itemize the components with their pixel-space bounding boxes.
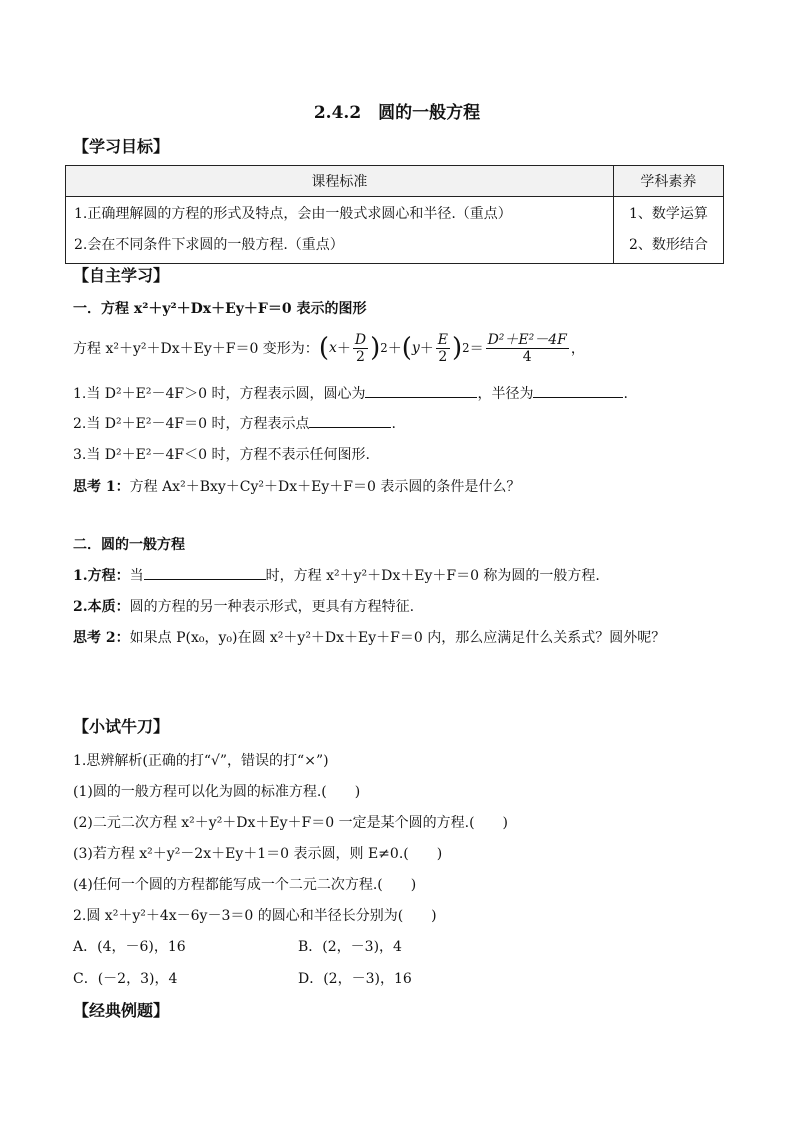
practice-q1-item-4: (4)任何一个圆的方程都能写成一个二元二次方程.( ) — [73, 877, 417, 893]
section-goals: 【学习目标】 — [73, 137, 170, 156]
goals-table-body — [66, 197, 724, 264]
blank-radius[interactable] — [533, 383, 623, 398]
item-3: 3.当 D²＋E²－4F＜0 时，方程不表示任何图形. — [73, 447, 370, 463]
item-2: 2.当 D²＋E²－4F＝0 时，方程表示点 . — [73, 413, 396, 433]
section-self-study: 【自主学习】 — [73, 266, 170, 285]
option-d: D．(2，－3)，16 — [298, 971, 412, 987]
option-c: C．(－2，3)，4 — [73, 971, 178, 987]
think-2: 思考 2：如果点 P(x₀，y₀)在圆 x²＋y²＋Dx＋Ey＋F＝0 内，那么应满足什么关系式？圆外呢？ — [73, 630, 666, 646]
header-curriculum: 课程标准 — [66, 166, 614, 197]
blank-center[interactable] — [365, 383, 477, 398]
literacy-1: 1、数学运算 — [628, 206, 708, 222]
fraction-d-half: $\frac{D}{2}$ — [354, 331, 367, 365]
option-a: A．(4，－6)，16 — [73, 939, 186, 955]
option-b: B．(2，－3)，4 — [298, 939, 402, 955]
part2-heading: 二．圆的一般方程 — [73, 537, 185, 553]
fraction-rhs: $\frac{\text{D²＋E²－4F}}{4}$ — [487, 331, 567, 365]
goals-table-header — [66, 166, 724, 197]
definition-line: 1.方程：当 时，方程 x²＋y²＋Dx＋Ey＋F＝0 称为圆的一般方程. — [73, 565, 600, 585]
section-examples: 【经典例题】 — [73, 1001, 170, 1020]
goals-table — [65, 165, 724, 264]
literacy-2: 2、数形结合 — [628, 237, 708, 253]
page-title: 2.4.2 圆的一般方程 — [313, 103, 481, 123]
blank-condition[interactable] — [144, 565, 266, 580]
goal-row-1: 1.正确理解圆的方程的形式及特点，会由一般式求圆心和半径.（重点） — [74, 206, 512, 222]
fraction-e-half: $\frac{E}{2}$ — [437, 331, 448, 365]
practice-q1-item-2: (2)二元二次方程 x²＋y²＋Dx＋Ey＋F＝0 一定是某个圆的方程.( ) — [73, 815, 509, 831]
blank-point[interactable] — [309, 413, 391, 428]
item-1: 1.当 D²＋E²－4F＞0 时，方程表示圆，圆心为 ，半径为 . — [73, 383, 628, 403]
transform-equation: 方程 x²＋y²＋Dx＋Ey＋F＝0 变形为： ( x ＋ $\frac{D}{2}$ ) 2 ＋ ( y ＋ $\frac{E}{2}$ ) 2 ＝ $\frac{\text{D²＋E²－4F}}{4}$ ， — [73, 331, 585, 365]
nature-line: 2.本质：圆的方程的另一种表示形式，更具有方程特征. — [73, 599, 415, 615]
part1-heading: 一．方程 x²＋y²＋Dx＋Ey＋F＝0 表示的图形 — [73, 301, 367, 317]
practice-q1-item-1: (1)圆的一般方程可以化为圆的标准方程.( ) — [73, 784, 361, 800]
goal-row-2: 2.会在不同条件下求圆的一般方程.（重点） — [74, 237, 344, 253]
practice-q1: 1.思辨解析(正确的打“√”，错误的打“×”) — [73, 753, 329, 769]
practice-q1-item-3: (3)若方程 x²＋y²－2x＋Ey＋1＝0 表示圆，则 E≠0.( ) — [73, 846, 443, 862]
transform-prefix: 方程 x²＋y²＋Dx＋Ey＋F＝0 变形为： — [73, 341, 319, 357]
section-practice: 【小试牛刀】 — [73, 717, 170, 736]
header-literacy: 学科素养 — [613, 166, 723, 197]
practice-q2: 2.圆 x²＋y²＋4x－6y－3＝0 的圆心和半径长分别为( ) — [73, 908, 437, 924]
think-1: 思考 1：方程 Ax²＋Bxy＋Cy²＋Dx＋Ey＋F＝0 表示圆的条件是什么？ — [73, 479, 521, 495]
